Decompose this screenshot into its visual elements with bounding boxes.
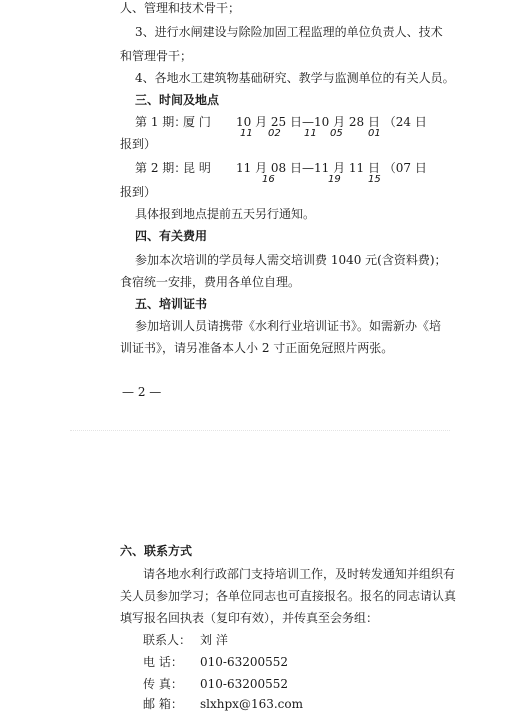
contact-paragraph: 填写报名回执表（复印有效），并传真至会务组：	[120, 611, 379, 625]
text-line: 人、管理和技术骨干；	[120, 1, 241, 15]
phone-number: 010-63200552	[200, 655, 289, 669]
contact-paragraph: 关人员参加学习；各单位同志也可直接报名。报名的同志请认真	[120, 589, 457, 603]
section-heading-3: 三、时间及地点	[135, 93, 220, 107]
handwritten-correction: 11	[304, 128, 317, 139]
phone-label: 电 话：	[143, 655, 183, 669]
handwritten-correction: 11	[240, 128, 253, 139]
page-number: — 2 —	[122, 385, 162, 399]
list-item-3: 3、进行水闸建设与除险加固工程监理的单位负责人、技术	[135, 25, 443, 39]
period-1-label: 第 1 期：	[135, 115, 187, 129]
period-2-label: 第 2 期：	[135, 161, 187, 175]
email-label: 邮 箱：	[143, 697, 183, 711]
period-2-dates: 11 月 08 日—11 月 11 日 （07 日	[236, 161, 427, 175]
page-divider	[70, 430, 450, 431]
handwritten-correction: 16	[262, 174, 275, 185]
list-item-4: 4、各地水工建筑物基础研究、教学与监测单位的有关人员。	[135, 71, 455, 85]
period-1-dates: 10 月 25 日—10 月 28 日 （24 日	[236, 115, 427, 129]
section-heading-4: 四、有关费用	[135, 229, 208, 243]
notice-text: 具体报到地点提前五天另行通知。	[135, 207, 316, 221]
list-item-3-cont: 和管理骨干；	[120, 49, 193, 63]
contact-person-label: 联系人：	[143, 633, 192, 647]
email-address: slxhpx@163.com	[200, 697, 303, 711]
period-1-city: 厦 门	[183, 115, 211, 129]
document-page-2	[0, 500, 518, 712]
contact-paragraph: 请各地水利行政部门支持培训工作，及时转发通知并组织有	[143, 567, 456, 581]
period-1-report: 报到）	[120, 137, 157, 151]
fee-text-cont: 食宿统一安排，费用各单位自理。	[120, 275, 301, 289]
handwritten-correction: 01	[368, 128, 381, 139]
certificate-text: 参加培训人员请携带《水利行业培训证书》。如需新办《培	[135, 319, 442, 333]
section-heading-6: 六、联系方式	[120, 544, 193, 558]
period-2-report: 报到）	[120, 185, 157, 199]
handwritten-correction: 02	[268, 128, 281, 139]
period-2-city: 昆 明	[183, 161, 211, 175]
fax-number: 010-63200552	[200, 677, 289, 691]
section-heading-5: 五、培训证书	[135, 297, 208, 311]
fee-text: 参加本次培训的学员每人需交培训费 1040 元(含资料费)；	[135, 253, 447, 267]
contact-person-name: 刘 洋	[200, 633, 228, 647]
certificate-text-cont: 训证书》，请另准备本人小 2 寸正面免冠照片两张。	[120, 341, 394, 355]
fax-label: 传 真：	[143, 677, 183, 691]
handwritten-correction: 15	[368, 174, 381, 185]
handwritten-correction: 05	[330, 128, 343, 139]
handwritten-correction: 19	[328, 174, 341, 185]
